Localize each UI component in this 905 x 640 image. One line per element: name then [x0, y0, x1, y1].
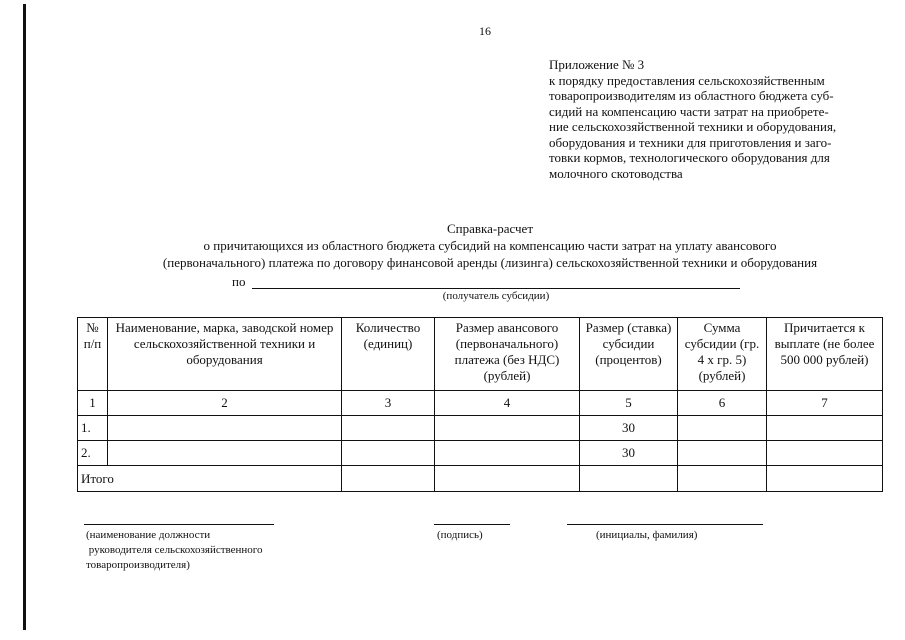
- advance-payment-cell: [435, 441, 580, 466]
- header-subsidy-amount: Сумма субсидии (гр. 4 х гр. 5) (рублей): [678, 318, 767, 391]
- quantity-cell: [342, 441, 435, 466]
- total-quantity-cell: [342, 466, 435, 492]
- position-caption-line: (наименование должности: [86, 529, 211, 541]
- equipment-name-cell: [108, 441, 342, 466]
- column-number: 5: [580, 391, 678, 416]
- signature-caption: (подпись): [437, 529, 483, 541]
- subsidy-amount-cell: [678, 441, 767, 466]
- recipient-prefix: по: [232, 274, 246, 289]
- table-row: [78, 416, 883, 441]
- header-payable-amount: Причитается к выплате (не более 500 000 рублей): [767, 318, 883, 391]
- document-subtitle-line: о причитающихся из областного бюджета субсидий на компенсацию части затрат на уплату авансового: [203, 238, 777, 253]
- appendix-line: товки кормов, технологического оборудования для: [549, 150, 830, 165]
- appendix-title: Приложение № 3: [549, 57, 645, 72]
- position-signature-line: [84, 524, 274, 525]
- subsidy-amount-cell: [678, 416, 767, 441]
- recipient-blank-line: [252, 288, 740, 289]
- position-caption-line: товаропроизводителя): [86, 559, 190, 571]
- quantity-cell: [342, 416, 435, 441]
- table-header-row: [78, 318, 883, 391]
- appendix-line: оборудования и техники для приготовления и заго-: [549, 134, 832, 150]
- column-number: 6: [678, 391, 767, 416]
- equipment-name-cell: [108, 416, 342, 441]
- header-quantity: Количество (единиц): [342, 318, 435, 391]
- header-subsidy-rate: Размер (ставка) субсидии (процентов): [580, 318, 678, 391]
- column-number: 3: [342, 391, 435, 416]
- column-number-row: [78, 391, 883, 416]
- subsidy-rate-cell: 30: [580, 441, 678, 466]
- total-rate-cell: [580, 466, 678, 492]
- payable-amount-cell: [767, 416, 883, 441]
- total-subsidy-cell: [678, 466, 767, 492]
- page-edge-bar: [23, 4, 26, 630]
- recipient-caption: (получатель субсидии): [442, 290, 550, 302]
- column-number: 7: [767, 391, 883, 416]
- appendix-block: [549, 57, 889, 181]
- position-caption: [86, 528, 263, 573]
- total-payable-cell: [767, 466, 883, 492]
- appendix-line: ние сельскохозяйственной техники и оборудования,: [549, 119, 837, 134]
- name-signature-line: [567, 524, 763, 525]
- appendix-line: товаропроизводителям из областного бюджета суб-: [549, 88, 834, 103]
- total-label: Итого: [78, 466, 342, 492]
- subsidy-rate-cell: 30: [580, 416, 678, 441]
- name-caption: (инициалы, фамилия): [596, 529, 698, 541]
- row-number-cell: 1.: [78, 416, 108, 441]
- advance-payment-cell: [435, 416, 580, 441]
- document-title: Справка-расчет: [446, 221, 534, 236]
- document-title-block: [95, 220, 885, 271]
- total-advance-cell: [435, 466, 580, 492]
- appendix-line: к порядку предоставления сельскохозяйственным: [549, 72, 825, 88]
- signature-line: [434, 524, 510, 525]
- subsidy-calculation-table: [77, 317, 883, 492]
- row-number-cell: 2.: [78, 441, 108, 466]
- header-equipment-name: Наименование, марка, заводской номер сельскохозяйственной техники и оборудования: [108, 318, 342, 391]
- appendix-line: сидий на компенсацию части затрат на приобрете-: [549, 103, 829, 119]
- page-number: 16: [479, 24, 491, 38]
- column-number: 2: [108, 391, 342, 416]
- payable-amount-cell: [767, 441, 883, 466]
- position-caption-line: руководителя сельскохозяйственного: [86, 544, 263, 556]
- document-subtitle-line: (первоначального) платежа по договору финансовой аренды (лизинга) сельскохозяйственной техники и оборудования: [162, 255, 818, 270]
- table-row: [78, 441, 883, 466]
- header-advance-payment: Размер авансового (первоначального) платежа (без НДС) (рублей): [435, 318, 580, 391]
- appendix-line: молочного скотоводства: [549, 165, 683, 181]
- column-number: 4: [435, 391, 580, 416]
- total-row: [78, 466, 883, 492]
- header-row-number: № п/п: [78, 318, 108, 391]
- column-number: 1: [78, 391, 108, 416]
